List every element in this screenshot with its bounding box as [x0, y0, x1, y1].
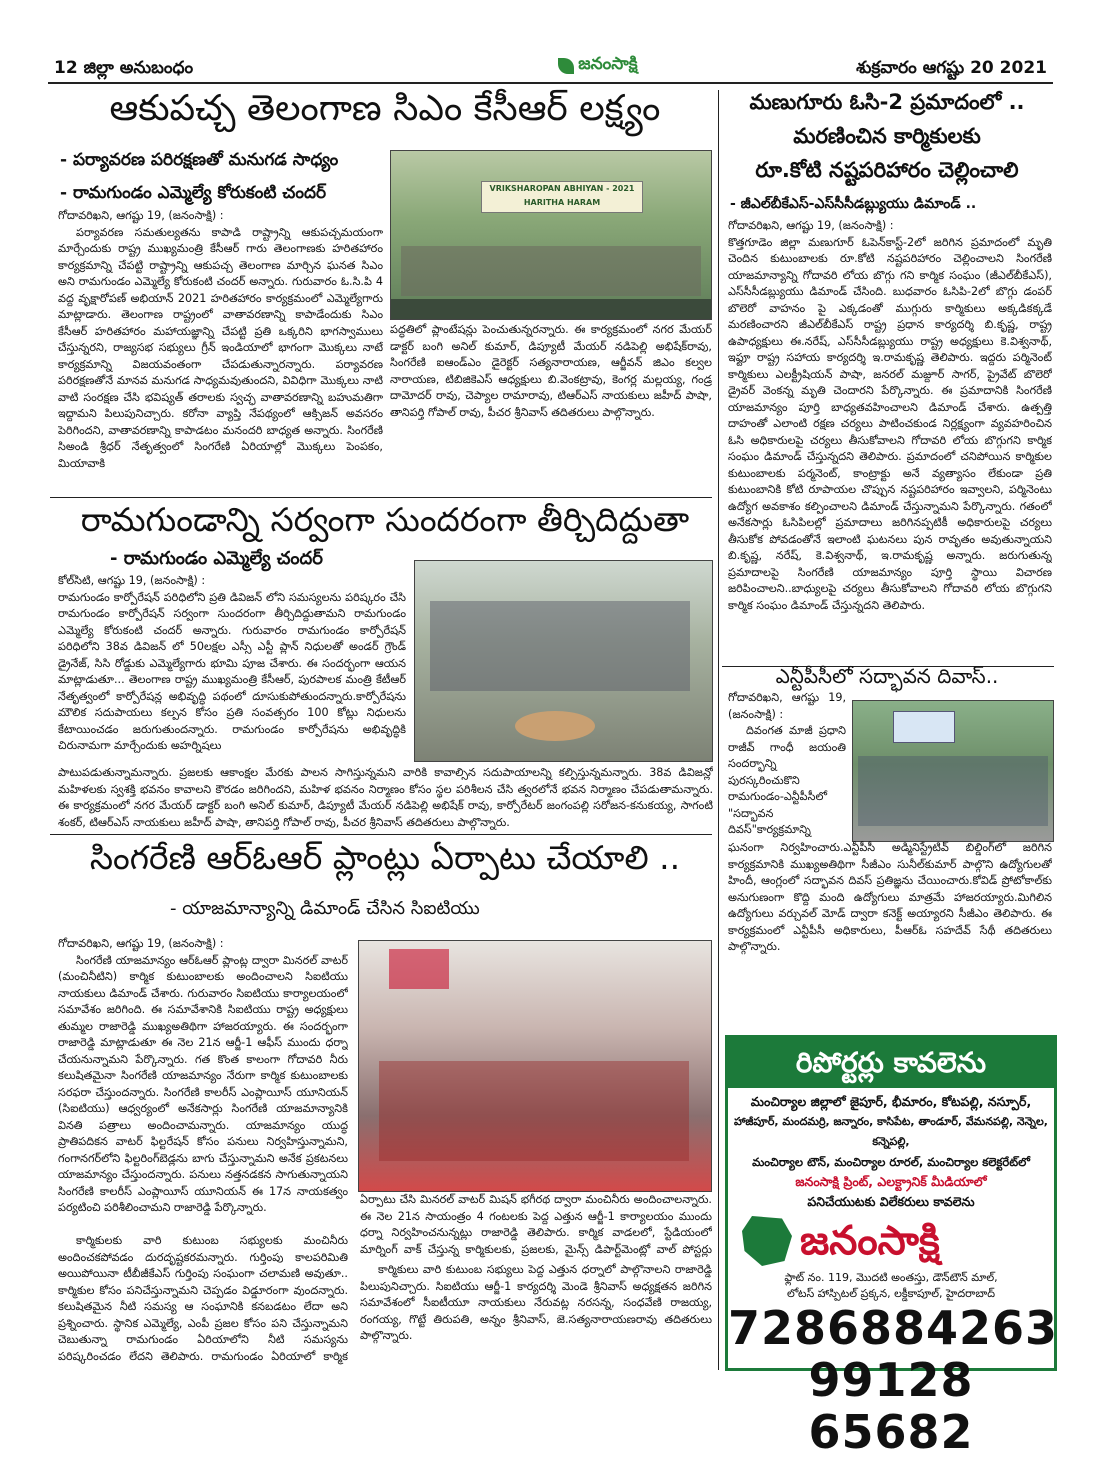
article3-text-left-2: కార్మికులకు వారి కుటుంబ సభ్యులకు మంచినీరు అందించకపోవడం దురదృష్టకరమన్నారు. గుర్తింపు కాలపరిమితి అయిపోయినా టీబీజీకేఎస్ గుర్తింపు సంఘంగా చలామణి అవుతూ.. కార్మికుల కోసం పనిచేస్తున్నామని చెప్పడం విడ్డూరంగా వుందన్నారు. కలుషితమైన నీటి సమస్య ఆ సంఘానికి కనబడటం లేదా అని ప్రశ్నించారు. స్థానిక ఎమ్మెల్యే, ఎంపీ ప్రజల కోసం పని చేస్తున్నామని చెబుతున్నా రామగుండం ఏరియాలోని నీటి సమస్యను పరిష్కరించడం లేదని తెలిపారు. రామగుండం ఏరియాలో కార్మిక — [58, 1234, 348, 1363]
article4-body — [728, 218, 1052, 670]
article2-photo — [414, 560, 713, 762]
article3-text-left: సింగరేణి యాజమాన్యం ఆర్ఓఆర్ ప్లాంట్ల ద్వారా మినరల్ వాటర్ (మంచినీటిని) కార్మిక కుటుంబాలకు అందించాలని సిఐటియు నాయకులు డిమాండ్ చేశారు. గురువారం సిఐటియు కార్యాలయంలో సమావేశం జరిగింది. ఈ సమావేశానికి సిఐటియు రాష్ట్ర అధ్యక్షులు తుమ్మల రాజారెడ్డి ముఖ్యఅతిథిగా హాజరయ్యారు. ఈ సందర్భంగా రాజారెడ్డి మాట్లాడుతూ ఈ నెల 21న ఆర్జీ-1 ఆఫీస్ ముందు ధర్నా చేయనున్నామని పేర్కొన్నారు. గత కొంత కాలంగా గోదావరి నీరు కలుషితమైనా సింగరేణి యాజమాన్యం నేరుగా కార్మిక కుటుంబాలకు సరఫరా చేస్తుందన్నారు. సింగరేణి కాలరీస్ ఎంప్లాయీస్ యూనియన్ (సిఐటియు) ఆధ్వర్యంలో అనేకసార్లు సింగరేణి యాజమాన్యానికి వినతి పత్రాలు అందించామన్నారు. యాజమాన్యం యుద్ధ ప్రాతిపదికన వాటర్ ఫిల్టరేషన్ కోసం పనులు నిర్వహిస్తున్నామని, గంగానగర్‌లోని ఫిల్టరింగ్‌బెడ్లను బాగు చేస్తున్నామని అనేక ప్రకటనలు యాజమాన్యం చేస్తుందన్నారు. పనులు నత్తనడకన సాగుతున్నాయని సింగరేణి కాలరీస్ ఎంప్లాయీస్ యూనియన్ ఈ 17న నాయకత్వం పర్యటించి పరిశీలించామని రాజారెడ్డి పేర్కొన్నారు. — [58, 953, 348, 1214]
article4-subheading: - జీఎల్‌బీకేఎస్-ఎస్‌సీసీడబ్ల్యుయు డిమాండ్ .. — [730, 196, 977, 212]
article4-headline-3: రూ.కోటి నష్టపరిహారం చెల్లించాలి — [755, 158, 1019, 182]
photo-ground — [391, 299, 711, 319]
article1-headline: ఆకుపచ్చ తెలంగాణ సిఎం కేసీఆర్ లక్ష్యం — [109, 88, 661, 129]
column-divider — [718, 90, 719, 1370]
photo-banner — [893, 711, 955, 743]
photo-people — [858, 756, 1048, 826]
article5-dateline: గోదావరిఖని, ఆగష్టు 19, (జనంసాక్షి) : — [728, 691, 846, 721]
article5-body-bottom — [728, 840, 1052, 1020]
divider — [50, 834, 712, 835]
page-header — [48, 52, 1053, 84]
ad-line-5: పనిచేయుటకు విలేకరులు కావలెను — [807, 1194, 975, 1209]
article5-text-top: దివంగత మాజీ ప్రధాని రాజీవ్ గాంధీ జయంతి సందర్భాన్ని పురస్కరించుకొని రామగుండం-ఎన్టీపీసీలో "సద్భావన దివస్"కార్యక్రమాన్ని — [728, 724, 846, 836]
article5-body-top — [728, 690, 846, 840]
reporters-wanted-ad — [725, 1035, 1059, 1459]
ad-phone-1: 7286884263 — [728, 1301, 1059, 1355]
article3-body-left-2 — [58, 1233, 348, 1365]
ad-logo-row — [728, 1214, 1054, 1270]
ad-address-2: లోటస్ హాస్పిటల్ ప్రక్కన, లక్డీకాపూల్, హైదరాబాద్ — [786, 1287, 996, 1300]
article5-photo — [852, 700, 1054, 842]
photo-people — [401, 246, 701, 296]
article3-body-right — [360, 1192, 712, 1260]
ad-line-2: హాజీపూర్, మందమర్రి, జన్నారం, కాసిపేట, తాండూర్, వేమనపల్లి, నెన్నెల, కన్నెపల్లి, — [734, 1115, 1048, 1148]
ad-phone-2: 99128 65682 — [808, 1353, 974, 1459]
logo-text: జనంసాక్షి — [578, 54, 638, 74]
photo-people — [430, 601, 690, 691]
article1-dateline: గోదావరిఖని, ఆగష్టు 19, (జనంసాక్షి) : — [58, 209, 224, 222]
article3-headline: సింగరేణి ఆర్ఓఆర్ ప్లాంట్లు ఏర్పాటు చేయాలి .. — [89, 838, 681, 877]
article3-photo — [358, 940, 712, 1192]
article3-body-left — [58, 936, 348, 1231]
ad-line-4: జనంసాక్షి ప్రింట్, ఎలక్ట్రానిక్ మీడియాలో — [795, 1174, 987, 1189]
article1-text-right: పద్ధతిలో ప్లాంటేషన్లు పెంచుతున్నరన్నారు. ఈ కార్యక్రమంలో నగర మేయర్ డాక్టర్ బంగి అనిల్ కుమార్, డిప్యూటీ మేయర్ నడిపెల్లి అభిషేక్‌రావు, సింగరేణి ఐఆండ్ఎం డైరెక్టర్ సత్యనారాయణ, ఆర్జీవన్ జిఎం కల్వల నారాయణ, టిబిజికెఎస్ ఆధ్యక్షులు బి.వెంకట్రావు, కెంగర్ల మల్లయ్య, గండ్ర దామోదర్ రావు, చెప్యాల రామారావు, టిఆర్ఎస్ నాయకులు జహీద్ పాషా, తానిపర్తి గోపాల్ రావు, పీచర శ్రీనివాస్ తదితరులు పాల్గొన్నారు. — [390, 323, 712, 419]
ad-line-3: మంచిర్యాల టౌన్, మంచిర్యాల రూరల్, మంచిర్యాల కలెక్టరేట్‌లో — [752, 1155, 1030, 1169]
divider — [50, 497, 712, 498]
article2-text-top: రామగుండం కార్పోరేషన్ పరిధిలోని ప్రతి డివిజన్ లోని సమస్యలను పరిష్కరం చేసి రామగుండం కార్పోరేషన్ సర్వంగా సుందరంగా తీర్చిదిద్దుతామని రామగుండం ఎమ్మెల్యే కోరుకంటి చందర్ అన్నారు. గురువారం రామగుండం కార్పోరేషన్ పరిధిలోని 38వ డివిజన్ లో 50లక్షల ఎస్సీ ఎస్టీ ప్లాన్ నిధులతో అండర్ గ్రౌండ్ డ్రైనేజ్, సిసి రోడ్డుకు ఎమ్మెల్యేగారు భూమి పూజ చేశారు. ఈ సందర్భంగా ఆయన మాట్లాడుతూ... తెలంగాణ రాష్ట్ర ముఖ్యమంత్రి కేసీఆర్, పురపాలక మంత్రి కేటీఆర్ నేతృత్వంలో కార్పోరేషన్ల అభివృద్ధి పథంలో దూసుకుపోతుందన్నారు.కార్పోరేషను మౌలిక సదుపాయలు కల్పన కోసం ప్రతి సంవత్సరం 100 కోట్లు నిధులను కేటాయించడం జరుగుతుందన్నారు. రామగుండం కార్పోరేషను అభివృద్ధికి చిరునామగా మార్చేందుకు అహర్నిషలు — [58, 590, 406, 752]
article2-body-bottom — [58, 765, 713, 831]
article1-body-right — [390, 322, 712, 492]
article2-body-top — [58, 573, 406, 765]
article1-text-left: పర్యావరణ సమతుల్యతను కాపాడి రాష్ట్రాన్ని ఆకుపచ్చమయంగా మార్చేందుకు రాష్ట్ర ముఖ్యమంత్రి కేసీఆర్ గారు తెలంగాణకు హరితహారం కార్యక్రమాన్ని చేపట్టి రాష్ట్రాన్ని ఆకుపచ్చ తెలంగాణ మార్చిన ఘనత సిఎం అని రామగుండం ఎమ్మెల్యే కోరుకంటి చందర్ అన్నారు. గురువారం ఓ.సి.పి 4 వద్ద వృక్షారోపణ్ అభియాన్ 2021 హరితహారం కార్యక్రమంలో ఎమ్మెల్యేగారు మాట్లాడారు. తెలంగాణ రాష్ట్రంలో వాతావరణాన్ని కాపాడేందుకు సిఎం కేసీఆర్ హరితహారం మహాయజ్ఞాన్ని చేపట్టి ప్రతి ఒక్కరిని భాగస్వాములు చేస్తున్నరని, రాజ్యసభ సభ్యులు గ్రీన్ ఇండియాలో భాగంగా మొక్కలు నాటే కార్యక్రమాన్ని విజయవంతంగా చేపడుతున్నారన్నారు. పర్యావరణ పరిరక్షణతోనే మానవ మనుగడ సాధ్యమవుతుందని, వివిధిగా మొక్కలు నాటి వాటి సంరక్షణ చేసి భవిష్యత్ తరాలకు స్వచ్ఛ వాతావరణాన్ని బహుమతిగా ఇద్దామని పిలుపునిచ్చారు. కరోనా వ్యాప్తి నేపథ్యంలో ఆక్సిజన్ అవసరం పెరిగిందని, వాతావరణాన్ని కాపాడటం మనందరి బాధ్యత అన్నారు. సింగరేణి సిఅండి శ్రీధర్ నేతృత్వంలో సింగరేణి ఏరియాల్లో మొక్కలు పెంపకం, మియావాకి — [58, 225, 383, 470]
article4-text: కొత్తగూడెం జిల్లా మణుగూర్ ఓపెన్‌కాస్ట్-2లో జరిగిన ప్రమాదంలో మృతి చెందిన కుటుంబాలకు రూ.కోటి నష్టపరిహారం చెల్లించాలని సింగరేణి యాజమాన్యాన్ని గోదావరి లోయ బొగ్గు గని కార్మిక సంఘం (జీఎల్‌బీకేఎస్), ఎస్‌సీసీడబ్ల్యుయు డిమాండ్ చేసింది. బుధవారం ఓసిపి-2లో బొగ్గు డంపర్ బొలెరో వాహనం పై ఎక్కడంతో ముగ్గురు కార్మికులు అక్కడికక్కడే మరణించారని జీఎల్‌బీకేఎస్ రాష్ట్ర ప్రధాన కార్యదర్శి బి.కృష్ణ, రాష్ట్ర ఉపాధ్యక్షులు ఈ.నరేష్, ఎస్‌సీసీడబ్ల్యుయు రాష్ట్ర అధ్యక్షులు కె.విశ్వనాథ్, ఇఫ్టూ రాష్ట్ర సహాయ కార్యదర్శి ఇ.రామకృష్ణ తెలిపారు. ఇద్దరు పర్మినెంట్ కార్మికులు ఎలక్ట్రీషియన్ పాషా, జనరల్ మజ్దూర్ సాగర్, ప్రైవేట్ బొలెరో డ్రైవర్ వెంకన్న మృతి చెందారని పేర్కొన్నారు. ఈ ప్రమాదానికి సింగరేణి యాజమాన్యం పూర్తి బాధ్యతవహించాలని డిమాండ్ చేశారు. ఉత్పత్తి దాహంతో ఎలాంటి రక్షణ చర్యలు పాటించకుండ నిర్లక్ష్యంగా వ్యవహరించిన ఓసి అధికారులపై చర్యలు తీసుకోవాలని గోదావరి లోయ బొగ్గుగని కార్మిక సంఘం డిమాండ్ చేస్తున్నదని తెలిపారు. ప్రమాదంలో చనిపోయిన కార్మికుల కుటుంబాలకు పర్మనెంట్, కాంట్రాక్టు అనే వ్యత్యాసం లేకుండా ప్రతి కుటుంబానికి కోటి రూపాయల చొప్పున నష్టపరిహారం ఇవ్వాలని, పర్మినెంటు ఉద్యోగ అవకాశం కల్పించాలని డిమాండ్ చేస్తున్నామని పేర్కొన్నారు. గతంలో అనేకసార్లు ఓసిపిలల్లో ప్రమాదాలు జరిగినప్పటికీ అధికారులపై చర్యలు తీసుకోక పోవడంతోనే ఇలాంటి ఘటనలు పున రావృతం అవుతున్నాయని బి.కృష్ణ, నరేష్, కె.విశ్వనాథ్, ఇ.రామకృష్ణ అన్నారు. జరుగుతున్న ప్రమాదాలపై సింగరేణి యాజమాన్యం పూర్తి స్థాయి విచారణ జరిపించాలని..బాధ్యులపై చర్యలు తీసుకోవాలని గోదావరి లోయ బొగ్గుగని కార్మిక సంఘం డిమాండ్ చేస్తున్నదని తెలిపారు. — [728, 235, 1052, 612]
article3-text-right: ఏర్పాటు చేసి మినరల్ వాటర్ మిషన్ భగీరథ ద్వారా మంచినీరు అందించాలన్నారు. ఈ నెల 21న సాయంత్రం 4 గంటలకు పెద్ద ఎత్తున ఆర్జీ-1 కార్యాలయం ముందు ధర్నా నిర్వహించనున్నట్లు రాజారెడ్డి తెలిపారు. కార్మిక వాడలలో, స్టేడియంలో మార్నింగ్ వాక్ చేస్తున్న కార్మికులకు, ప్రజలకు, మైన్స్ డిపార్ట్‌మెంట్లో వాల్ పోస్టర్లు — [360, 1193, 712, 1256]
ad-address-1: ఫ్లాట్ నం. 119, మొదటి అంతస్తు, డౌన్‌టౌన్ మాల్, — [784, 1271, 998, 1284]
ad-title: రిపోర్టర్లు కావలెను — [728, 1038, 1054, 1088]
ad-logo-text: జనంసాక్షి — [800, 1218, 940, 1264]
article2-dateline: కోల్‌సిటి, ఆగష్టు 19, (జనంసాక్షి) : — [58, 574, 206, 587]
article3-body-right-2 — [360, 1262, 712, 1362]
ad-line-1: మంచిర్యాల జిల్లాలో జైపూర్, భీమారం, కోటపల్లి, నస్పూర్, — [750, 1094, 1032, 1109]
article2-subheading: - రామగుండం ఎమ్మెల్యే చందర్ — [110, 548, 323, 569]
issue-date: శుక్రవారం ఆగష్టు 20 2021 — [856, 58, 1047, 78]
photo-people — [379, 1061, 689, 1161]
article4-dateline: గోదావరిఖని, ఆగష్టు 19, (జనంసాక్షి) : — [728, 219, 894, 232]
article5-text-bottom: ఘనంగా నిర్వహించారు.ఎన్టీపీసీ అడ్మినిస్ట్రేటివ్ బిల్డింగ్‌లో జరిగిన కార్యక్రమానికి ముఖ్యఅతిథిగా సీజీఎం సునీల్‌కుమార్ పాల్గొని ఉద్యోగులతో హిందీ, ఆంగ్లంలో సద్భావన దివస్ ప్రతిజ్ఞను చేయించారు.కోవిడ్ ప్రోటోకాల్‌కు అనుగుణంగా కొద్ది మంది ఉద్యోగులు మాత్రమే హాజరయ్యారు.మిగిలిన ఉద్యోగులు వర్చువల్ మోడ్ ద్వారా కనెక్ట్ అయ్యారని సీజీఎం తెలిపారు. ఈ కార్యక్రమంలో ఎన్టీపీసీ అధికారులు, పీఆర్ఓ సహదేవ్ సేథీ తదితరులు పాల్గొన్నారు. — [728, 841, 1052, 953]
article2-text-bottom: పాటుపడుతున్నామన్నారు. ప్రజలకు ఆకాంక్షల మేరకు పాలన సాగిస్తున్నమని వారికి కావాల్సిన సదుపాయాలన్ని కల్పిస్తున్నమన్నారు. 38వ డివిజన్లో మహిళలకు స్వశక్తి భవనం కావాలని కౌరడం జరిగిందని, మహిళ భవనం నిర్మాణం కోసం స్థల పరిశీలన చేసి త్వరలోనే భవన నిర్మాణం చేపడుతామన్నారు. ఈ కార్యక్రమంలో నగర మేయర్ డాక్టర్ బంగి అనిల్ కుమార్, డిప్యూటీ మేయర్ నడిపెల్లి అభిషేక్ రావు, కార్పోరేటర్ జంగంపల్లి సరోజన-కనుకయ్య, సాగంటి శంకర్, టిఆర్ఎస్ నాయకులు జహీద్ పాషా, తానిపర్తి గోపాల్ రావు, పీచర శ్రీనివాస్ తదితరులు పాల్గొన్నారు. — [58, 766, 713, 829]
leaf-icon — [558, 58, 574, 74]
photo-banner: VRIKSHAROPAN ABHIYAN - 2021 HARITHA HARAM — [481, 181, 643, 213]
masthead-logo — [538, 52, 658, 80]
article2-headline: రామగుండాన్ని సర్వంగా సుందరంగా తీర్చిదిద్దుతా — [80, 500, 690, 539]
article4-headline-2: మరణించిన కార్మికులకు — [793, 124, 981, 148]
article3-dateline: గోదావరిఖని, ఆగష్టు 19, (జనంసాక్షి) : — [58, 937, 224, 950]
article5-headline: ఎన్టీపీసీలో సద్భావన దివాస్.. — [775, 664, 999, 688]
photo-banner — [389, 949, 449, 989]
article4-headline-1: మణుగూరు ఓసి-2 ప్రమాదంలో .. — [749, 90, 1025, 114]
page-label: 12 జిల్లా అనుబంధం — [54, 58, 194, 78]
photo-ground — [515, 711, 595, 741]
telangana-map-icon — [742, 1216, 792, 1266]
article1-body-left — [58, 208, 383, 490]
article1-subheading-2: - రామగుండం ఎమ్మెల్యే కోరుకంటి చందర్ — [60, 183, 327, 203]
article3-text-right-2: కార్మికులు వారి కుటుంబ సభ్యులు పెద్ద ఎత్తున ధర్నాలో పాల్గొనాలని రాజారెడ్డి పిలుపునిచ్చారు. సిఐటియు ఆర్జీ-1 కార్యదర్శి మెండె శ్రీనివాస్ అధ్యక్షతన జరిగిన సమావేశంలో సీఐటీయూ నాయకులు నేరువట్ల నరసన్న, సంధవేణి రాజయ్య, రంగయ్య, గొట్టే తిరుపతి, అన్నం శ్రీనివాస్, జె.సత్యనారాయణరావు తదితరులు పాల్గొన్నారు. — [360, 1263, 712, 1342]
article1-subheading-1: - పర్యావరణ పరిరక్షణతో మనుగడ సాధ్యం — [60, 150, 339, 170]
article1-photo — [390, 150, 712, 320]
article3-subheading: - యాజమాన్యాన్ని డిమాండ్ చేసిన సిఐటియు — [170, 898, 480, 919]
